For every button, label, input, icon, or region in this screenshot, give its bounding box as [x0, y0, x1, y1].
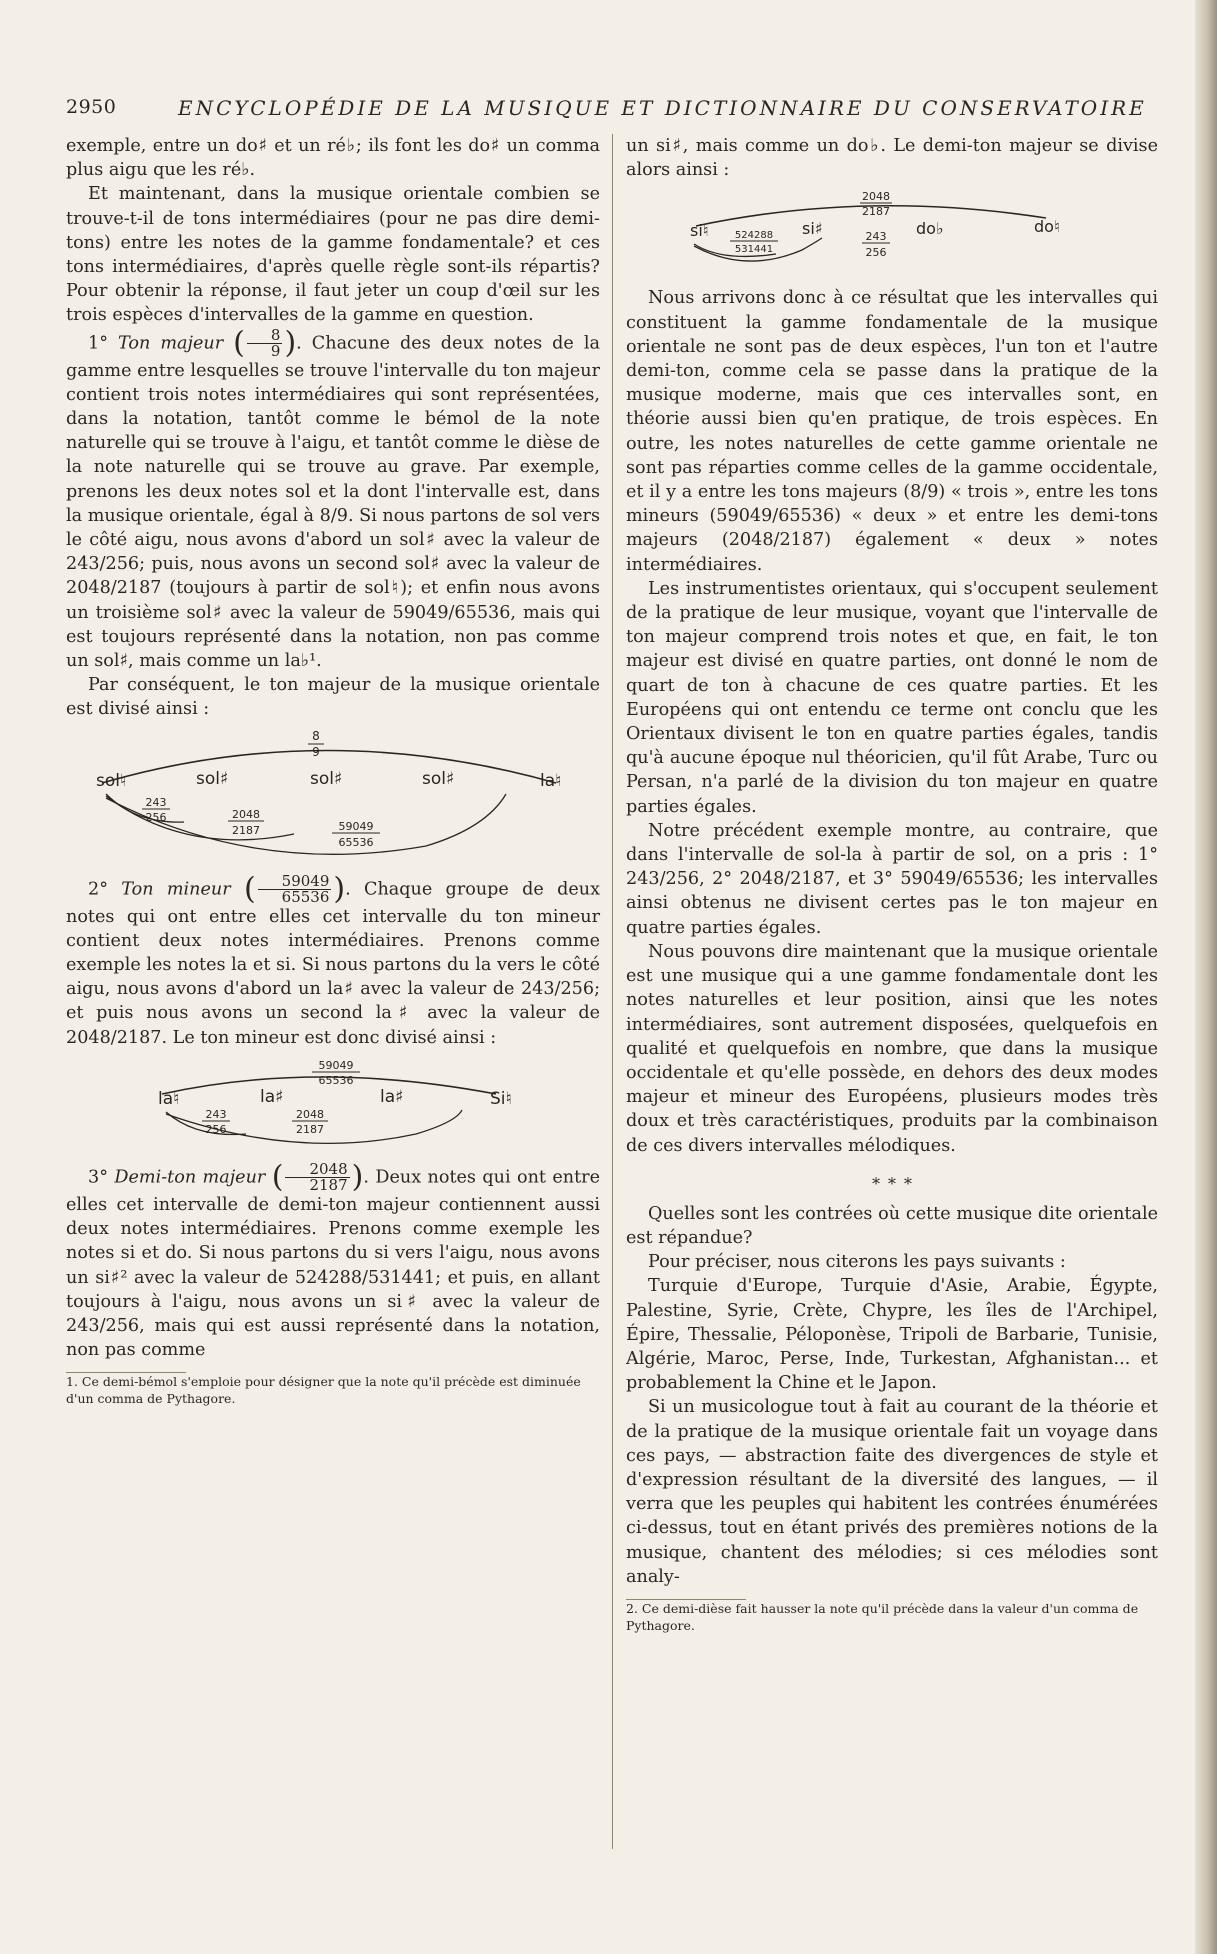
diagram-label: 256 [145, 810, 167, 824]
diagram-note: do♮ [1034, 217, 1060, 237]
paragraph: Nous pouvons dire maintenant que la musique orientale est une musique qui a une gamme fondamentale dont les notes naturelles et leur position, ainsi que les notes intermédiaires, sont autrement disposées, quelquefois en qualité et quelquefois en nombre, que dans la musique occidentale et qu'elle possède, en dehors des deux modes majeur et mineur des Européens, plusieurs modes très doux et très caractéristiques, produits par la combinaison de ces divers intervalles mélodiques. [626, 941, 1158, 1156]
section-separator: ∗ ∗ ∗ [870, 1170, 914, 1190]
diagram-label: 65536 [338, 835, 374, 849]
diagram-label: 524288 [734, 230, 774, 242]
fraction: $\frac{2048}{2187}$ [285, 1162, 349, 1193]
diagram-label: 256 [205, 1122, 227, 1136]
left-column [66, 134, 600, 1407]
paragraph: Pour préciser, nous citerons les pays suivants : [648, 1252, 1066, 1273]
diagram-note: sol♯ [196, 768, 229, 789]
diagram-ton-majeur [66, 728, 600, 868]
diagram-ton-mineur [66, 1056, 600, 1156]
diagram-demi-ton-majeur [626, 188, 1158, 280]
paragraph: Si un musicologue tout à fait au courant de la théorie et de la pratique de la musique orientale fait un voyage dans ces pays, — abstraction faite des divergences de style et d'expression résultant de la diversité des langues, — il verra que les peuples qui habitent les contrées énumérées ci-dessus, tout en étant privés des premières notions de la musique, chantent des mélodies; si ces mélodies sont analy- [626, 1397, 1158, 1587]
diagram-label: 9 [312, 744, 320, 759]
page-header [66, 96, 1147, 122]
fraction: $\frac{59049}{65536}$ [258, 874, 332, 905]
paragraph-ton-mineur: 2° Ton mineur ( $\frac{59049}{65536}$ ). Chaque groupe de deux notes qui ont entre elles cet intervalle du ton mineur contient deux notes intermédiaires. Prenons comme exemple les notes la et si. Si nous partons du la vers le côté aigu, nous avons d'abord un la♯ avec la valeur de 243/256; et puis nous avons un second la♯ avec la valeur de 2048/2187. Le ton mineur est donc divisé ainsi : [66, 871, 600, 1048]
paragraph-ton-majeur: 1° Ton majeur ( $\frac{8}{9}$ ). Chacune des deux notes de la gamme entre lesquelles se trouve l'intervalle du ton majeur contient trois notes intermédiaires qui sont représentées, dans la notation, tantôt comme le bémol de la note naturelle qui se trouve à l'aigu, et tantôt comme le dièse de la note naturelle qui se trouve au grave. Par exemple, prenons les deux notes sol et la dont l'intervalle est, dans la musique orientale, égal à 8/9. Si nous partons de sol vers le côté aigu, nous avons d'abord un sol♯ avec la valeur de 243/256; puis, nous avons un second sol♯ avec la valeur de 2048/2187 (toujours à partir de sol♮); et enfin nous avons un troisième sol♯ avec la valeur de 59049/65536, mais qui est toujours représenté dans la notation, non pas comme un sol♯, mais comme un la♭¹. [66, 325, 600, 672]
diagram-note: la♯ [260, 1086, 284, 1107]
diagram-label: 2187 [296, 1122, 324, 1136]
diagram-label: 256 [865, 246, 887, 260]
column-divider [612, 134, 613, 1849]
term-demi-ton-majeur: Demi-ton majeur [114, 1167, 266, 1188]
diagram-label: 2187 [232, 823, 260, 837]
diagram-note: Si♮ [490, 1088, 512, 1109]
paragraph: exemple, entre un do♯ et un ré♭; ils font les do♯ un comma plus aigu que les ré♭. [66, 136, 600, 181]
diagram-label: 2048 [296, 1107, 324, 1121]
diagram-note: do♭ [916, 219, 944, 239]
diagram-note: si♮ [690, 221, 709, 241]
diagram-label: 65536 [318, 1073, 354, 1087]
paragraph: Quelles sont les contrées où cette musique dite orientale est répandue? [626, 1203, 1158, 1248]
paragraph: Par conséquent, le ton majeur de la musique orientale est divisé ainsi : [66, 675, 600, 720]
diagram-label: 2187 [862, 205, 890, 219]
running-title: ENCYCLOPÉDIE DE LA MUSIQUE ET DICTIONNAIRE DU CONSERVATOIRE [178, 96, 1147, 120]
diagram-label: 243 [205, 1107, 227, 1121]
footnote: 1. Ce demi-bémol s'emploie pour désigner que la note qu'il précède est diminuée d'un comma de Pythagore. [66, 1374, 581, 1407]
paragraph: un si♯, mais comme un do♭. Le demi-ton majeur se divise alors ainsi : [626, 136, 1158, 181]
diagram-label: 243 [865, 230, 887, 244]
diagram-label: 243 [145, 795, 167, 809]
page-edge [1195, 0, 1217, 1954]
diagram-label: 59049 [318, 1058, 354, 1072]
diagram-note: la♯ [380, 1086, 404, 1107]
diagram-note: sol♮ [96, 770, 127, 791]
right-column [626, 134, 1158, 1634]
diagram-note: sol♯ [422, 768, 455, 789]
paragraph: Notre précédent exemple montre, au contraire, que dans l'intervalle de sol-la à partir de sol, on a pris : 1° 243/256, 2° 2048/2187, et 3° 59049/65536; les intervalles ainsi obtenus ne divisent certes pas le ton majeur en quatre parties égales. [626, 820, 1158, 938]
paragraph: Nous arrivons donc à ce résultat que les intervalles qui constituent la gamme fondamentale de la musique orientale ne sont pas de deux espèces, l'un ton et l'autre demi-ton, comme cela se passe dans la pratique de la musique moderne, mais que ces intervalles sont, en théorie aussi bien qu'en pratique, de trois espèces. En outre, les notes naturelles de cette gamme orientale ne sont pas réparties comme celles de la gamme occidentale, et il y a entre les tons majeurs (8/9) « trois », entre les tons mineurs (59049/65536) « deux » et entre les demi-tons majeurs (2048/2187) également « deux » notes intermédiaires. [626, 288, 1158, 575]
diagram-label: 59049 [338, 819, 374, 833]
paragraph: Turquie d'Europe, Turquie d'Asie, Arabie, Égypte, Palestine, Syrie, Crète, Chypre, les îles de l'Archipel, Épire, Thessalie, Péloponèse, Tripoli de Barbarie, Tunisie, Algérie, Maroc, Perse, Inde, Turkestan, Afghanistan... et probablement la Chine et le Japon. [626, 1276, 1158, 1394]
paragraph: Les instrumentistes orientaux, qui s'occupent seulement de la pratique de leur musique, voyant que l'intervalle de ton majeur comprend trois notes et que, en fait, le ton majeur est divisé en quatre parties, ont donné le nom de quart de ton à chacune de ces quatre parties. Et les Européens qui ont entendu ce terme ont conclu que les Orientaux divisent le ton en quatre parties égales, tandis qu'à aucune époque nul théoricien, qu'il fût Arabe, Turc ou Persan, n'a parlé de la division du ton majeur en quatre parties égales. [626, 578, 1158, 817]
diagram-label: 2048 [232, 807, 260, 821]
term-ton-majeur: Ton majeur [118, 333, 224, 354]
diagram-note: la♮ [158, 1088, 180, 1109]
diagram-label: 8 [312, 728, 320, 743]
diagram-label: 531441 [734, 244, 774, 256]
term-ton-mineur: Ton mineur [121, 879, 231, 900]
diagram-note: si♯ [802, 219, 823, 239]
page-number: 2950 [66, 96, 117, 118]
paragraph-demi-ton-majeur: 3° Demi-ton majeur ( $\frac{2048}{2187}$ ). Deux notes qui ont entre elles cet intervalle de demi-ton majeur contiennent aussi deux notes intermédiaires. Prenons comme exemple les notes si et do. Si nous partons du si vers l'aigu, nous avons un si♯² avec la valeur de 524288/531441; et puis, en allant toujours à l'aigu, nous avons un si♯ avec la valeur de 243/256, mais qui est aussi représenté dans la notation, non pas comme [66, 1159, 600, 1361]
diagram-note: sol♯ [310, 768, 343, 789]
footnote: 2. Ce demi-dièse fait hausser la note qu'il précède dans la valeur d'un comma de Pythagore. [626, 1600, 1139, 1633]
fraction: $\frac{8}{9}$ [247, 328, 283, 359]
diagram-label: 2048 [862, 190, 890, 204]
paragraph: Et maintenant, dans la musique orientale combien se trouve-t-il de tons intermédiaires (pour ne pas dire demi-tons) entre les notes de la gamme fondamentale? et ces tons intermédiaires, d'après quelle règle sont-ils répartis? Pour obtenir la réponse, il faut jeter un coup d'œil sur les trois espèces d'intervalles de la gamme en question. [66, 184, 600, 326]
diagram-note: la♮ [540, 770, 562, 791]
